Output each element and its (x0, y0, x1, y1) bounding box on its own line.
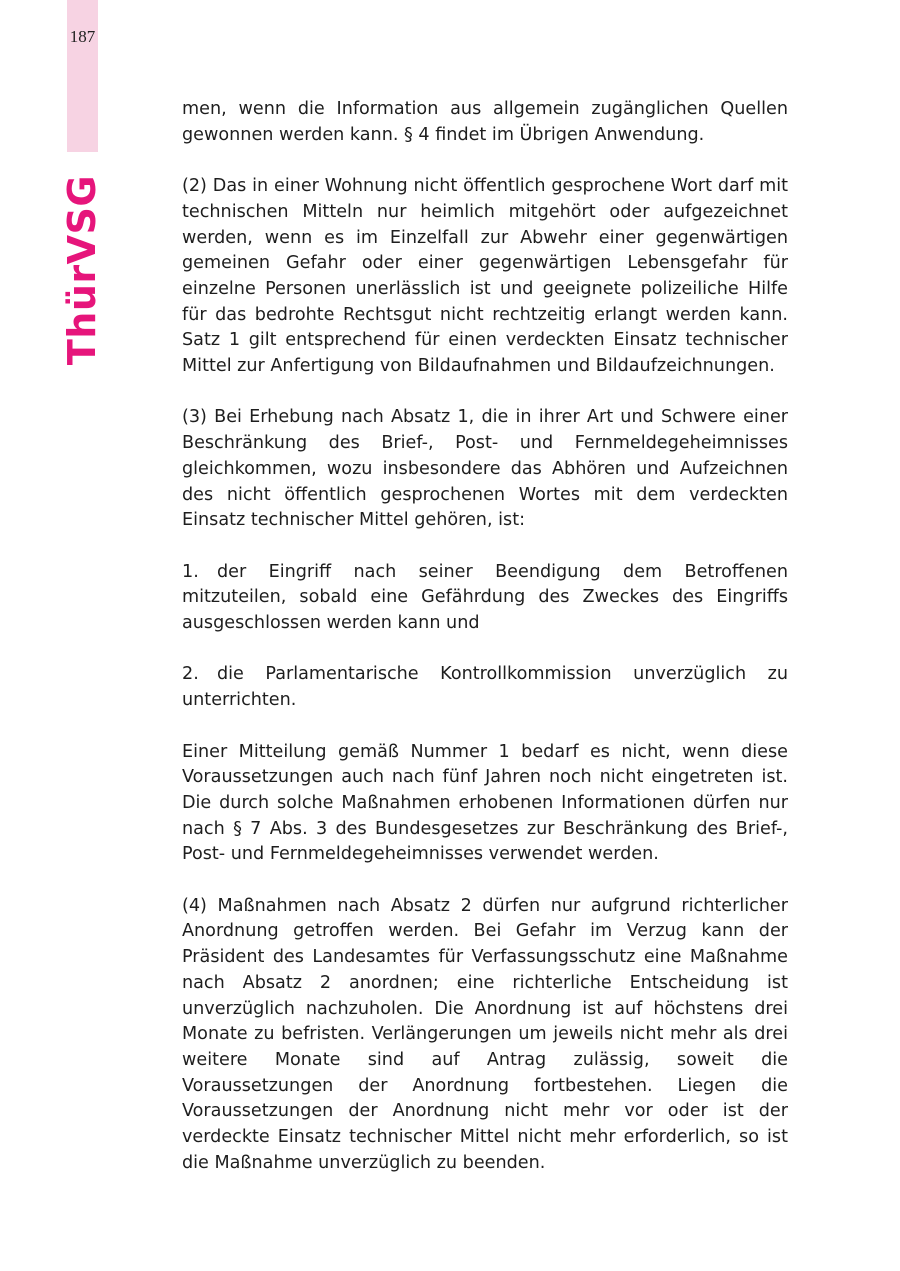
paragraph-notice: Einer Mitteilung gemäß Nummer 1 bedarf es nicht, wenn diese Voraussetzungen auch nach fünf Jahren noch nicht eingetreten ist. Die durch solche Maßnahmen erhobenen Informationen dürfen nur nach § 7 Abs. 3 des Bundesgesetzes zur Beschränkung des Brief-, Post- und Fernmeldegeheimnisses verwendet werden. (182, 741, 788, 865)
list-item (182, 560, 788, 637)
paragraph-3: (3) Bei Erhebung nach Absatz 1, die in ihrer Art und Schwere einer Beschränkung des Brief-, Post- und Fernmeldegeheimnisses gleichkommen, wozu insbesondere das Abhören und Aufzeichnen des nicht öffentlich gesprochenen Wortes mit dem verdeckten Einsatz technischer Mittel gehören, ist: (182, 407, 788, 531)
paragraph-intro: men, wenn die Information aus allgemein zugänglichen Quellen gewonnen werden kann. § 4 findet im Übrigen Anwendung. (182, 99, 788, 145)
list-number: 1. (182, 561, 199, 582)
section-title: ThürVSG (60, 174, 104, 366)
paragraph-4: (4) Maßnahmen nach Absatz 2 dürfen nur aufgrund richterlicher Anordnung getroffen werden. Bei Gefahr im Verzug kann der Präsident des Landesamtes für Verfassungsschutz eine Maßnahme nach Absatz 2 anordnen; eine richterliche Entscheidung ist unverzüglich nachzuholen. Die Anordnung ist auf höchstens drei Monate zu befristen. Verlängerungen um jeweils nicht mehr als drei weitere Monate sind auf Antrag zulässig, soweit die Voraussetzungen der Anordnung fortbestehen. Liegen die Voraussetzungen der Anordnung nicht mehr vor oder ist der verdeckte Einsatz technischer Mittel nicht mehr erforderlich, so ist die Maßnahme unverzüglich zu beenden. (182, 895, 788, 1173)
list-item (182, 662, 788, 713)
list-number: 2. (182, 664, 199, 685)
page-body (182, 97, 788, 1202)
paragraph-2: (2) Das in einer Wohnung nicht öffentlich gesprochene Wort darf mit technischen Mitteln nur heimlich mitgehört oder aufgezeichnet werden, wenn es im Einzelfall zur Abwehr einer gegenwärtigen gemeinen Gefahr oder einer gegenwärtigen Lebensgefahr für einzelne Personen unerlässlich ist und geeignete polizeiliche Hilfe für das bedrohte Rechtsgut nicht rechtzeitig erlangt werden kann. Satz 1 gilt entsprechend für einen verdeckten Einsatz technischer Mittel zur Anfertigung von Bildaufnahmen und Bildaufzeichnungen. (182, 176, 788, 377)
page-number: 187 (69, 27, 96, 46)
list-text: der Eingriff nach seiner Beendigung dem Betroffenen mitzuteilen, sobald eine Gefährdung des Zweckes des Eingriffs ausgeschlossen werden kann und (182, 561, 788, 634)
list-text: die Parlamentarische Kontrollkommission unverzüglich zu unterrichten. (182, 664, 788, 711)
side-tab-band (67, 0, 98, 152)
